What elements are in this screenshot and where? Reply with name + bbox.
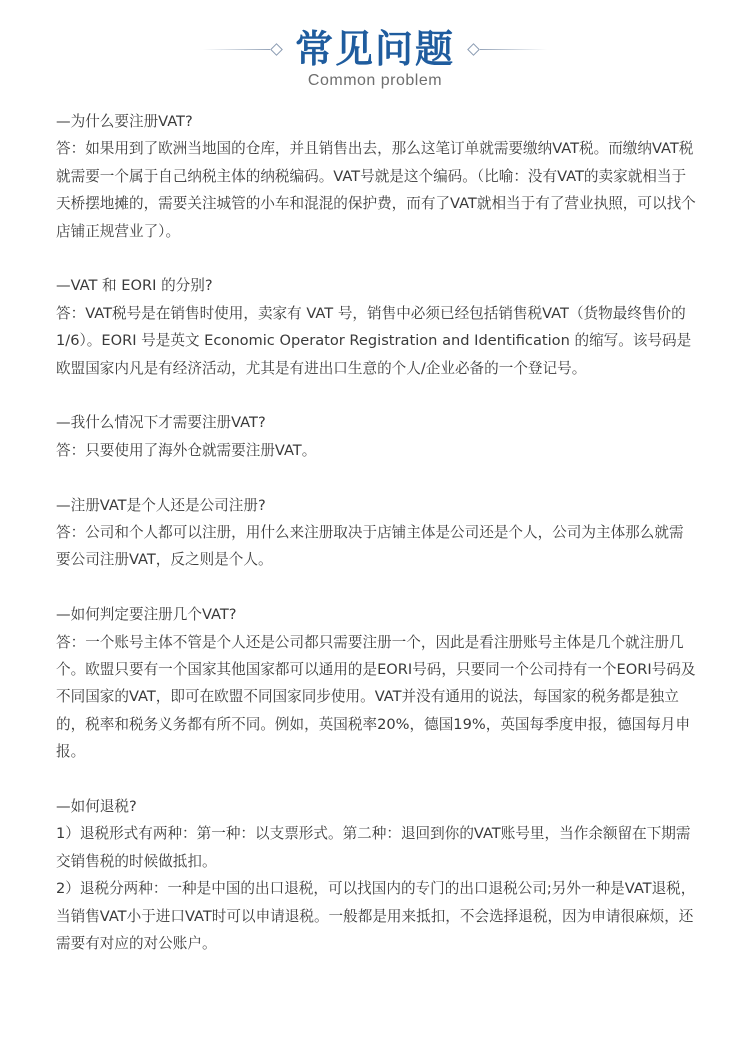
faq-item bbox=[56, 409, 696, 464]
faq-item bbox=[56, 793, 696, 957]
left-diamond-divider-icon bbox=[203, 43, 283, 55]
faq-answer: 答：VAT税号是在销售时使用，卖家有 VAT 号，销售中必须已经包括销售税VAT（货物最终售价的 1/6）。EORI 号是英文 Economic Operator Registration and Identification 的缩写。该号码是欧盟国家内凡是有经济活动，尤其是有进出口生意的个人/企业必备的一个登记号。 bbox=[56, 304, 692, 377]
faq-question: —如何退税? bbox=[56, 798, 137, 816]
faq-question: —如何判定要注册几个VAT? bbox=[56, 606, 237, 624]
faq-answer: 答：一个账号主体不管是个人还是公司都只需要注册一个，因此是看注册账号主体是几个就注册几个。欧盟只要有一个国家其他国家都可以通用的是EORI号码，只要同一个公司持有一个EORI号码及不同国家的VAT，即可在欧盟不同国家同步使用。VAT并没有通用的说法，每国家的税务都是独立的，税率和税务义务都有所不同。例如，英国税率20%，德国19%，英国每季度申报，德国每月申报。 bbox=[56, 633, 696, 761]
faq-item bbox=[56, 108, 696, 245]
right-diamond-divider-icon bbox=[467, 43, 547, 55]
page-title: 常见问题 bbox=[294, 27, 455, 71]
faq-header bbox=[0, 20, 750, 100]
faq-question: —注册VAT是个人还是公司注册? bbox=[56, 496, 266, 514]
title-row bbox=[0, 24, 750, 74]
faq-item bbox=[56, 601, 696, 765]
faq-item bbox=[56, 492, 696, 574]
faq-answer: 答：如果用到了欧洲当地国的仓库，并且销售出去，那么这笔订单就需要缴纳VAT税。而缴纳VAT税就需要一个属于自己纳税主体的纳税编码。VAT号就是这个编码。（比喻：没有VAT的卖家就相当于天桥摆地摊的，需要关注城管的小车和混混的保护费，而有了VAT就相当于有了营业执照，可以找个店铺正规营业了）。 bbox=[56, 140, 696, 240]
page-subtitle: Common problem bbox=[307, 72, 443, 89]
faq-answer: 2）退税分两种：一种是中国的出口退税，可以找国内的专门的出口退税公司;另外一种是VAT退税，当销售VAT小于进口VAT时可以申请退税。一般都是用来抵扣，不会选择退税，因为申请很麻烦，还需要有对应的对公账户。 bbox=[56, 880, 696, 953]
faq-question: —为什么要注册VAT? bbox=[56, 113, 193, 130]
faq-question: —VAT 和 EORI 的分别? bbox=[56, 277, 213, 295]
faq-answer: 1）退税形式有两种：第一种：以支票形式。第二种：退回到你的VAT账号里，当作余额留在下期需交销售税的时候做抵扣。 bbox=[56, 825, 691, 870]
faq-item bbox=[56, 272, 696, 382]
faq-list bbox=[56, 108, 696, 985]
faq-answer: 答：只要使用了海外仓就需要注册VAT。 bbox=[56, 441, 317, 459]
faq-answer: 答：公司和个人都可以注册，用什么来注册取决于店铺主体是公司还是个人，公司为主体那么就需要公司注册VAT，反之则是个人。 bbox=[56, 524, 684, 569]
faq-question: —我什么情况下才需要注册VAT? bbox=[56, 414, 266, 432]
